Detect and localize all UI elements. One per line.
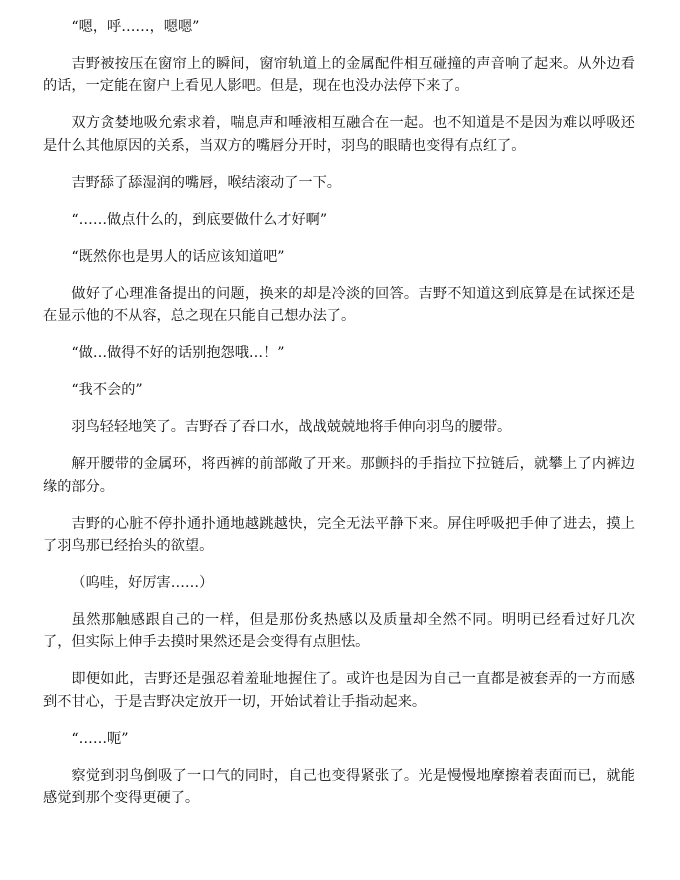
paragraph-15: 即便如此，吉野还是强忍着羞耻地握住了。或许也是因为自己一直都是被套弄的一方而感到不甘心，于是吉野决定放开一切，开始试着让手指动起来。	[43, 671, 635, 710]
paragraph-2: 吉野被按压在窗帘上的瞬间，窗帘轨道上的金属配件相互碰撞的声音响了起来。从外边看的话，一定能在窗户上看见人影吧。但是，现在也没办法停下来了。	[43, 56, 635, 95]
paragraph-5: “……做点什么的，到底要做什么才好啊”	[71, 211, 328, 228]
paragraph-3: 双方贪婪地吸允索求着，喘息声和唾液相互融合在一起。也不知道是不是因为难以呼吸还是什么其他原因的关系，当双方的嘴唇分开时，羽鸟的眼睛也变得有点红了。	[43, 115, 635, 154]
paragraph-9: “我不会的”	[71, 382, 143, 399]
paragraph-11: 解开腰带的金属环，将西裤的前部敞了开来。那颤抖的手指拉下拉链后，就攀上了内裤边缘的部分。	[43, 456, 635, 495]
paragraph-1: “嗯，呼……，嗯嗯”	[71, 19, 200, 35]
paragraph-7: 做好了心理准备提出的问题，换来的却是冷淡的回答。吉野不知道这到底算是在试探还是在显示他的不从容，总之现在只能自己想办法了。	[43, 285, 635, 325]
paragraph-17: 察觉到羽鸟倒吸了一口气的同时，自己也变得紧张了。光是慢慢地摩擦着表面而已，就能感觉到那个变得更硬了。	[43, 767, 635, 807]
paragraph-16: “……呃”	[71, 730, 129, 747]
paragraph-12: 吉野的心脏不停扑通扑通地越跳越快，完全无法平静下来。屏住呼吸把手伸了进去，摸上了羽鸟那已经抬头的欲望。	[43, 515, 635, 555]
paragraph-8: “做…做得不好的话别抱怨哦…！”	[71, 345, 285, 362]
paragraph-6: “既然你也是男人的话应该知道吧”	[71, 248, 285, 265]
paragraph-14: 虽然那触感跟自己的一样，但是那份炙热感以及质量却全然不同。明明已经看过好几次了，但实际上伸手去摸时果然还是会变得有点胆怯。	[43, 612, 635, 651]
document-body	[43, 16, 635, 824]
paragraph-4: 吉野舔了舔湿润的嘴唇，喉结滚动了一下。	[71, 174, 341, 191]
paragraph-13: （呜哇，好厉害……）	[71, 575, 214, 592]
paragraph-10: 羽鸟轻轻地笑了。吉野吞了吞口水，战战兢兢地将手伸向羽鸟的腰带。	[71, 419, 512, 436]
